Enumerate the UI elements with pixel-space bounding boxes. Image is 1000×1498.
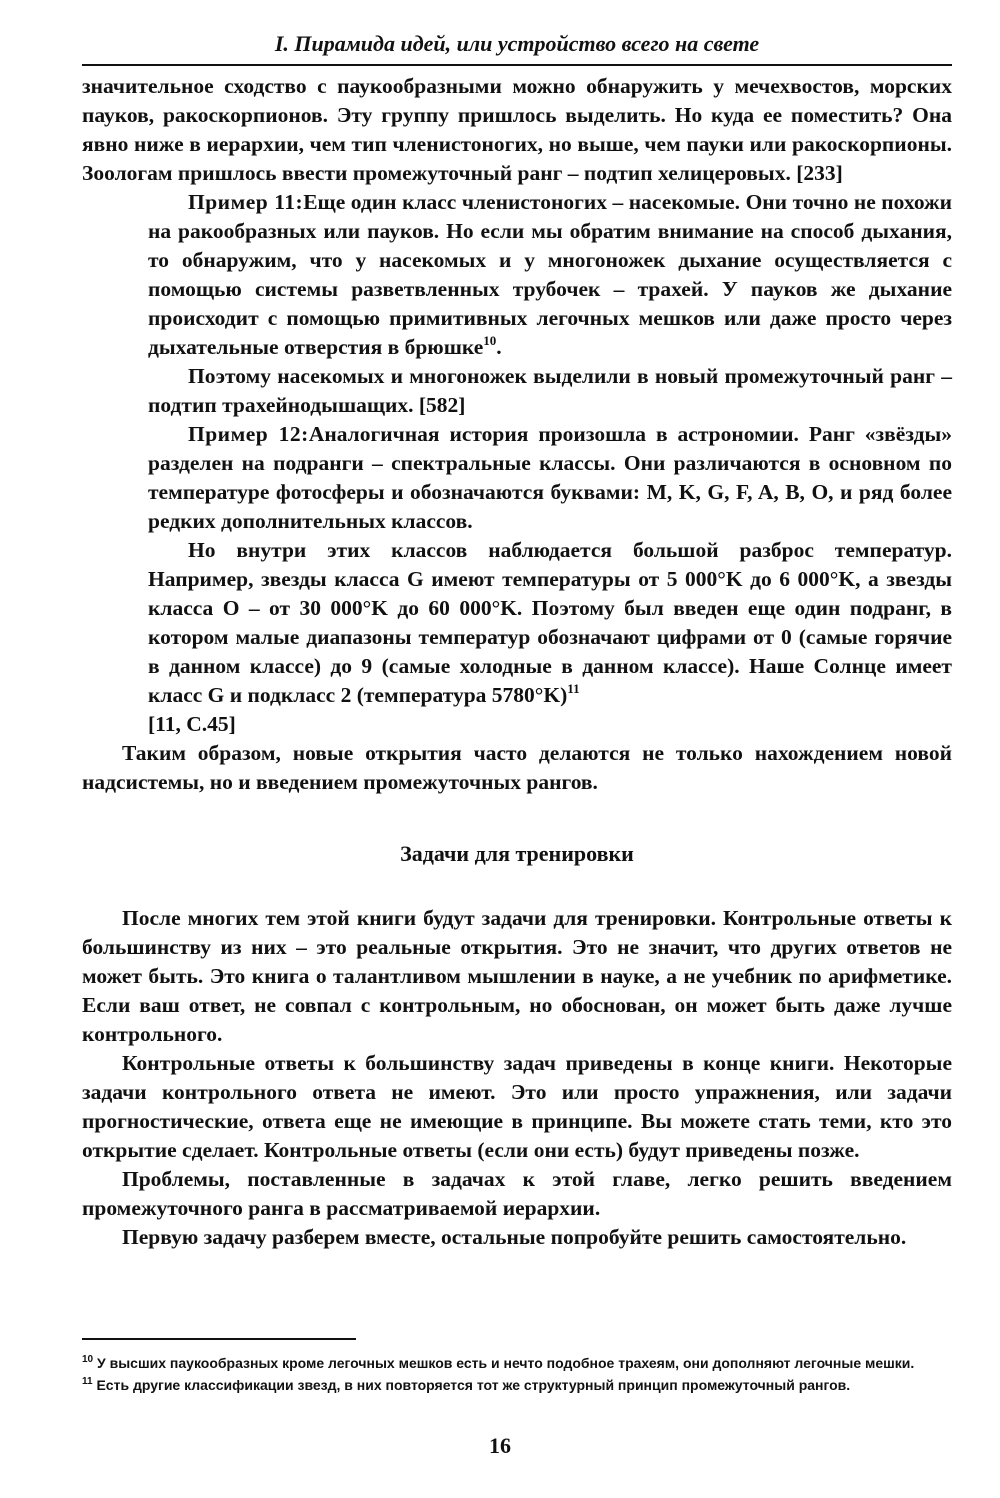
footnote-11: [82, 1374, 952, 1396]
footnote-10: [82, 1352, 952, 1374]
running-title: I. Пирамида идей, или устройство всего на свете: [274, 31, 760, 56]
footnote-11-text: Есть другие классификации звезд, в них повторяется тот же структурный принцип промежуточный рангов.: [96, 1377, 851, 1393]
example-11-continuation: Поэтому насекомых и многоножек выделили в новый промежуточный ранг – подтип трахейнодышащих. [582]: [148, 364, 952, 417]
example-12-reference: [11, С.45]: [148, 712, 236, 736]
footnote-11-number: 11: [82, 1376, 93, 1387]
footnote-10-number: 10: [82, 1354, 94, 1365]
example-11-label: Пример 11:: [188, 190, 304, 214]
example-11-end: .: [496, 335, 502, 359]
footnote-ref-10[interactable]: 10: [483, 333, 497, 348]
example-12-continuation: [148, 536, 952, 739]
tasks-paragraph-1: После многих тем этой книги будут задачи для тренировки. Контрольные ответы к большинству из них – это реальные открытия. Это не значит, что других ответов не может быть. Это книга о талантливом мышлении в науке, а не учебник по арифметике. Если ваш ответ, не совпал с контрольным, но обоснован, он может быть даже лучше контрольного.: [82, 906, 952, 1046]
tasks-paragraph-2: Контрольные ответы к большинству задач приведены в конце книги. Некоторые задачи контрольного ответа не имеют. Это или просто упражнения, или задачи прогностические, ответа еще не имеющие в принципе. Вы можете стать теми, кто это открытие сделает. Контрольные ответы (если они есть) будут приведены позже.: [82, 1051, 952, 1162]
tasks-paragraph-3: Проблемы, поставленные в задачах к этой главе, легко решить введением промежуточного ранга в рассматриваемой иерархии.: [82, 1167, 952, 1220]
paragraph-continued: значительное сходство с паукообразными можно обнаружить у мечехвостов, морских пауков, ракоскорпионов. Эту группу пришлось выделить. Но куда ее поместить? Она явно ниже в иерархии, чем тип членистоногих, но выше, чем пауки или ракоскорпионы. Зоологам пришлось ввести промежуточный ранг – подтип хелицеровых. [233]: [82, 74, 952, 185]
page-number: 16: [489, 1433, 511, 1458]
footnote-rule: [82, 1338, 356, 1340]
section-title: Задачи для тренировки: [400, 841, 634, 866]
conclusion-paragraph: Таким образом, новые открытия часто делаются не только нахождением новой надсистемы, но и введением промежуточных рангов.: [82, 741, 952, 794]
example-12-label: Пример 12:: [188, 422, 309, 446]
example-12-text: Аналогичная история произошла в астрономии. Ранг «звёзды» разделен на подранги – спектральные классы. Они различаются в основном по температуре фотосферы и обозначаются буквами: M, K, G, F, A, B, O, и ряд более редких дополнительных классов.: [148, 422, 952, 533]
footnote-ref-11[interactable]: 11: [567, 681, 580, 696]
tasks-paragraph-4: Первую задачу разберем вместе, остальные попробуйте решить самостоятельно.: [122, 1225, 907, 1249]
footnotes: [82, 1352, 952, 1396]
example-12-continuation-text: Но внутри этих классов наблюдается большой разброс температур. Например, звезды класса G имеют температуры от 5 000°K до 6 000°K, а звезды класса O – от 30 000°K до 60 000°K. Поэтому был введен еще один подранг, в котором малые диапазоны температур обозначают цифрами от 0 (самые горячие в данном классе) до 9 (самые холодные в данном классе). Наше Солнце имеет класс G и подкласс 2 (температура 5780°K): [148, 538, 952, 707]
example-12: [148, 420, 952, 536]
example-11: [148, 188, 952, 362]
example-11-text: Еще один класс членистоногих – насекомые. Они точно не похожи на ракообразных или пауков. Но если мы обратим внимание на способ дыхания, то обнаружим, что у насекомых и у многоножек дыхание осуществляется с помощью системы разветвленных трубочек – трахей. У пауков же дыхание происходит с помощью примитивных легочных мешков или даже просто через дыхательные отверстия в брюшке: [148, 190, 953, 359]
footnote-10-text: У высших паукообразных кроме легочных мешков есть и нечто подобное трахеям, они дополняют легочные мешки.: [97, 1355, 915, 1371]
page-body: [82, 72, 952, 1252]
header-rule: [82, 64, 952, 66]
